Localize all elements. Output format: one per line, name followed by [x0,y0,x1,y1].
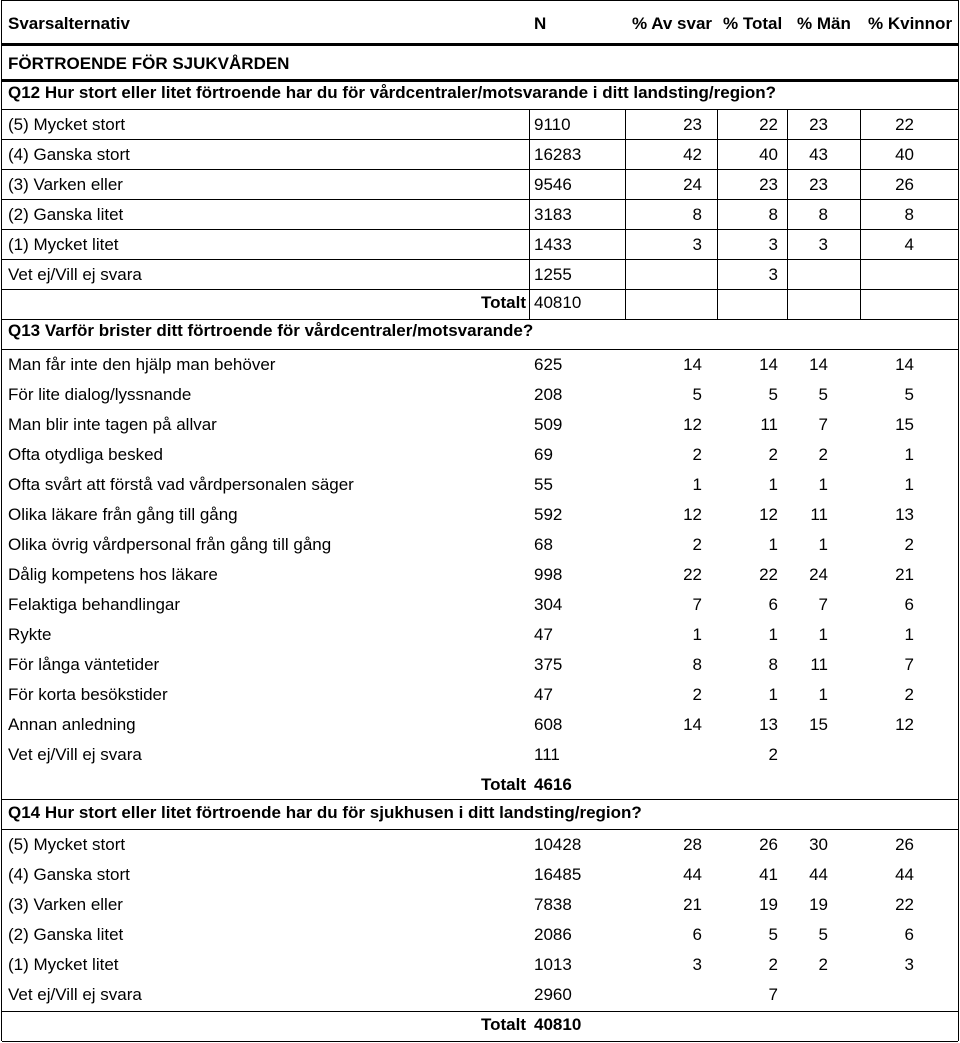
q14-row-av-svar: 44 [683,865,702,884]
q12-row-label: Vet ej/Vill ej svara [8,265,142,284]
q12-row-total: 3 [768,235,778,254]
q12-row-man: 8 [818,205,828,224]
q12-row-av-svar: 42 [683,145,702,164]
q13-question: Q13 Varför brister ditt förtroende för vårdcentraler/motsvarande? [8,321,534,340]
q12-row-man: 23 [809,175,828,194]
col-header-total: % Total [723,14,783,33]
q13-row-label: Felaktiga behandlingar [8,595,181,614]
q12-row-n: 16283 [534,145,582,164]
q14-row-total: 2 [768,955,778,974]
q13-row-total: 5 [768,385,778,404]
q13-row-av-svar: 1 [692,625,702,644]
section-title: FÖRTROENDE FÖR SJUKVÅRDEN [8,54,290,73]
q13-row-label: Olika läkare från gång till gång [8,505,238,524]
q14-question: Q14 Hur stort eller litet förtroende har du för sjukhusen i ditt landsting/region? [8,803,642,822]
q14-row-man: 2 [818,955,828,974]
q13-row-total: 1 [768,625,778,644]
q13-row-label: Man blir inte tagen på allvar [8,415,217,434]
q13-row-man: 7 [818,595,828,614]
q13-row-label: Annan anledning [8,715,136,734]
q14-row-label: Vet ej/Vill ej svara [8,985,142,1004]
q12-row-label: (1) Mycket litet [8,235,119,254]
grid-line [2,259,958,260]
q13-row-kvinnor: 1 [904,625,914,644]
grid-line [2,349,958,350]
q12-totalt-label: Totalt [480,293,526,312]
q14-row-total: 19 [759,895,778,914]
col-header-av-svar: % Av svar [632,14,713,33]
q14-row-kvinnor: 44 [895,865,914,884]
q13-row-total: 1 [768,685,778,704]
q13-row-n: 608 [534,715,563,734]
q13-row-av-svar: 2 [692,445,702,464]
q14-row-n: 2086 [534,925,572,944]
q13-row-total: 2 [768,745,778,764]
q13-row-total: 13 [759,715,778,734]
q13-totalt-value: 4616 [534,775,572,794]
q13-row-total: 1 [768,535,778,554]
q13-row-label: Ofta otydliga besked [8,445,163,464]
q14-row-kvinnor: 6 [904,925,914,944]
grid-vline [529,289,530,319]
q12-row-n: 9110 [534,115,571,134]
q13-row-man: 5 [818,385,828,404]
q13-row-kvinnor: 2 [904,685,914,704]
q13-row-label: För långa väntetider [8,655,160,674]
q12-row-label: (5) Mycket stort [8,115,126,134]
q13-row-kvinnor: 12 [895,715,914,734]
q12-row-av-svar: 8 [692,205,702,224]
grid-line [2,169,958,170]
q14-row-man: 44 [809,865,828,884]
q14-row-n: 10428 [534,835,582,854]
q12-row-kvinnor: 22 [895,115,914,134]
col-header-kvinnor: % Kvinnor [868,14,953,33]
q14-row-av-svar: 3 [692,955,702,974]
q14-totalt-label: Totalt [480,1015,526,1034]
q13-row-n: 304 [534,595,563,614]
q14-row-man: 5 [818,925,828,944]
q13-row-n: 509 [534,415,563,434]
q12-row-label: (3) Varken eller [8,175,123,194]
q12-row-man: 23 [809,115,828,134]
q14-row-n: 2960 [534,985,572,1004]
q12-row-av-svar: 3 [692,235,702,254]
q14-row-total: 41 [759,865,778,884]
results-table [1,0,959,1041]
table-header [2,1,958,46]
q13-row-n: 998 [534,565,563,584]
q14-row-total: 7 [768,985,778,1004]
q13-row-label: För lite dialog/lyssnande [8,385,192,404]
q13-row-n: 592 [534,505,563,524]
grid-line [2,319,958,320]
grid-vline [717,109,718,319]
q13-row-label: För korta besökstider [8,685,168,704]
q13-row-n: 55 [534,475,553,494]
grid-vline [717,289,718,319]
q13-row-man: 1 [818,535,828,554]
grid-line [2,799,958,800]
q14-row-n: 7838 [534,895,572,914]
grid-vline [529,109,530,319]
q14-row-av-svar: 28 [683,835,702,854]
q12-row-total: 40 [759,145,778,164]
q12-row-total: 22 [759,115,778,134]
q14-row-label: (1) Mycket litet [8,955,119,974]
q12-row-kvinnor: 26 [895,175,914,194]
q13-row-kvinnor: 1 [904,445,914,464]
q13-row-av-svar: 5 [692,385,702,404]
q13-row-n: 47 [534,625,553,644]
col-header-man: % Män [797,14,851,33]
q14-row-label: (2) Ganska litet [8,925,124,944]
q13-row-label: Vet ej/Vill ej svara [8,745,142,764]
q13-row-av-svar: 12 [683,415,702,434]
grid-line [2,829,958,830]
q13-row-kvinnor: 21 [895,565,914,584]
grid-line [2,109,958,110]
q12-row-total: 3 [768,265,778,284]
grid-line [2,199,958,200]
q14-row-av-svar: 21 [683,895,702,914]
q14-row-label: (4) Ganska stort [8,865,130,884]
q14-row-man: 30 [809,835,828,854]
q12-row-man: 43 [809,145,828,164]
q13-row-total: 22 [759,565,778,584]
q14-row-label: (5) Mycket stort [8,835,126,854]
q13-totalt-label: Totalt [480,775,526,794]
q13-row-kvinnor: 2 [904,535,914,554]
q13-row-man: 1 [818,475,828,494]
grid-line [2,229,958,230]
q12-row-label: (4) Ganska stort [8,145,130,164]
q13-row-man: 14 [809,355,828,374]
q12-row-av-svar: 24 [683,175,702,194]
q12-row-kvinnor: 4 [904,235,914,254]
q13-row-av-svar: 14 [683,715,702,734]
q13-row-kvinnor: 1 [904,475,914,494]
q13-row-av-svar: 8 [692,655,702,674]
q13-row-label: Olika övrig vårdpersonal från gång till gång [8,535,332,554]
q13-row-av-svar: 2 [692,685,702,704]
q13-row-label: Rykte [8,625,52,644]
grid-line [2,139,958,140]
q14-row-man: 19 [809,895,828,914]
q13-row-man: 15 [809,715,828,734]
q13-row-av-svar: 22 [683,565,702,584]
q13-row-n: 68 [534,535,553,554]
q13-row-av-svar: 1 [692,475,702,494]
q13-row-kvinnor: 5 [904,385,914,404]
q12-row-kvinnor: 8 [904,205,914,224]
grid-line [2,289,958,290]
q13-row-man: 2 [818,445,828,464]
grid-line [2,1011,958,1012]
q13-row-total: 2 [768,445,778,464]
q13-row-av-svar: 12 [683,505,702,524]
q13-row-man: 24 [809,565,828,584]
q13-row-kvinnor: 13 [895,505,914,524]
q14-row-total: 5 [768,925,778,944]
q13-row-kvinnor: 14 [895,355,914,374]
q13-row-man: 11 [810,655,828,674]
q13-row-total: 8 [768,655,778,674]
q14-totalt-value: 40810 [534,1015,582,1034]
q13-row-av-svar: 2 [692,535,702,554]
q12-totalt-value: 40810 [534,293,582,312]
q13-row-total: 12 [759,505,778,524]
q13-row-label: Man får inte den hjälp man behöver [8,355,276,374]
q12-row-kvinnor: 40 [895,145,914,164]
q14-row-kvinnor: 3 [904,955,914,974]
q12-row-total: 23 [759,175,778,194]
q13-row-label: Dålig kompetens hos läkare [8,565,218,584]
q12-row-n: 9546 [534,175,572,194]
q12-row-n: 1433 [534,235,572,254]
q13-row-n: 69 [534,445,553,464]
q12-row-n: 3183 [534,205,572,224]
q13-row-total: 11 [760,415,778,434]
q12-row-man: 3 [818,235,828,254]
q13-row-kvinnor: 6 [904,595,914,614]
q12-row-n: 1255 [534,265,572,284]
q13-row-total: 6 [768,595,778,614]
q14-row-n: 16485 [534,865,582,884]
q12-row-label: (2) Ganska litet [8,205,124,224]
q12-row-total: 8 [768,205,778,224]
q13-row-n: 625 [534,355,563,374]
col-header-n: N [534,14,547,33]
section-divider [2,79,958,82]
q13-row-label: Ofta svårt att förstå vad vårdpersonalen säger [8,475,354,494]
q14-row-av-svar: 6 [692,925,702,944]
q13-row-av-svar: 7 [692,595,702,614]
grid-vline [787,109,788,319]
q14-row-label: (3) Varken eller [8,895,123,914]
q13-row-n: 47 [534,685,553,704]
q13-row-kvinnor: 7 [904,655,914,674]
grid-line [2,1041,958,1042]
q12-question: Q12 Hur stort eller litet förtroende har du för vårdcentraler/motsvarande i ditt landsting/region? [8,83,776,102]
q14-row-kvinnor: 26 [895,835,914,854]
q13-row-av-svar: 14 [683,355,702,374]
q13-row-total: 14 [759,355,778,374]
q14-row-kvinnor: 22 [895,895,914,914]
q13-row-man: 1 [818,685,828,704]
q12-row-av-svar: 23 [683,115,702,134]
q13-row-n: 375 [534,655,563,674]
q13-row-man: 7 [818,415,828,434]
q13-row-n: 208 [534,385,563,404]
grid-vline [625,109,626,319]
q13-row-man: 11 [810,505,828,524]
q14-row-total: 26 [759,835,778,854]
q14-row-n: 1013 [534,955,572,974]
q13-row-kvinnor: 15 [895,415,914,434]
grid-vline [860,109,861,319]
col-header-svarsalternativ: Svarsalternativ [8,14,130,33]
q13-row-total: 1 [768,475,778,494]
q13-row-n: 111 [534,745,560,764]
q13-row-man: 1 [818,625,828,644]
